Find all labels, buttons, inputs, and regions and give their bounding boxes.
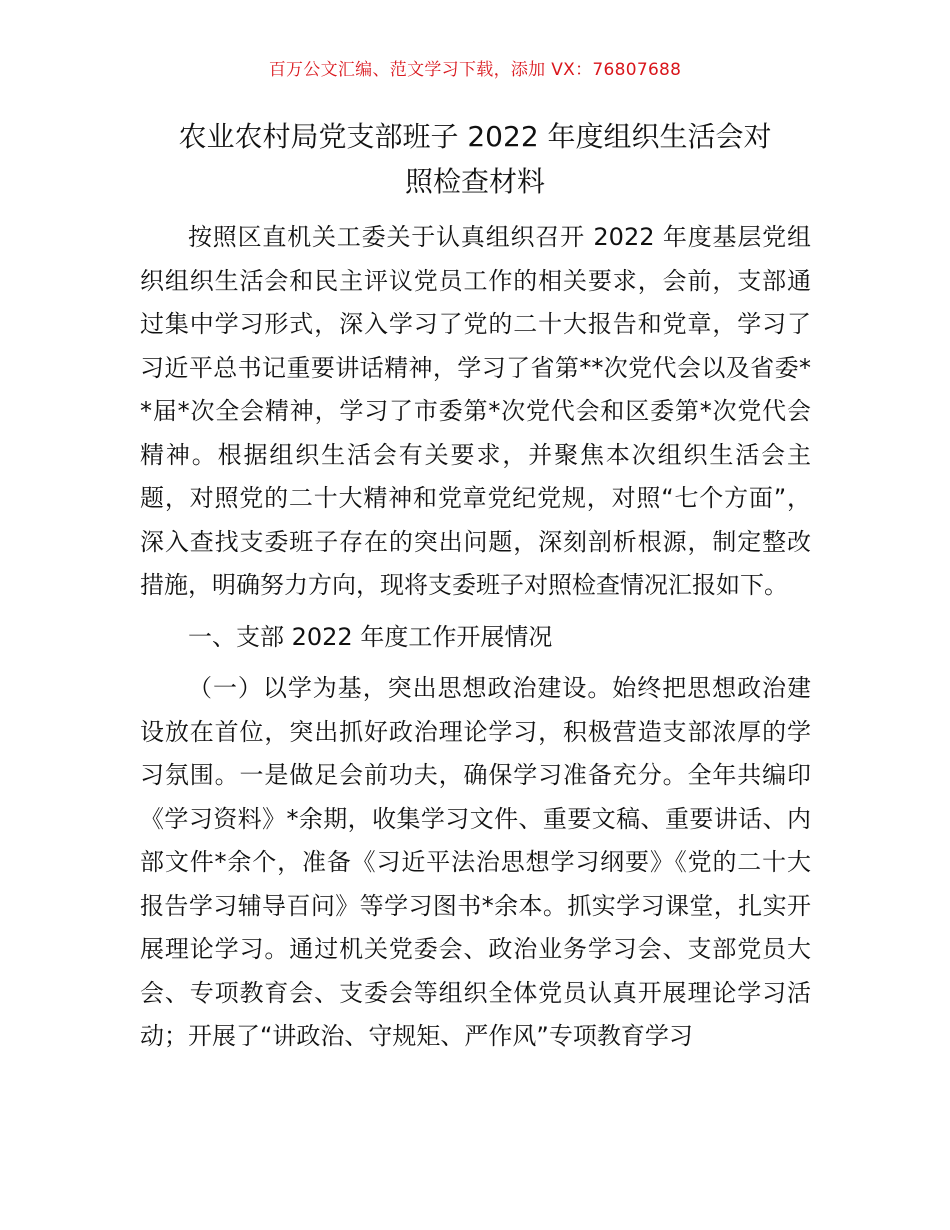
header-watermark-note: 百万公文汇编、范文学习下载，添加 VX：76807688 — [268, 60, 682, 80]
document-title-line1: 农业农村局党支部班子 2022 年度组织生活会对 — [178, 120, 772, 153]
document-body — [140, 216, 811, 1059]
intro-paragraph: 按照区直机关工委关于认真组织召开 2022 年度基层党组织组织生活会和民主评议党员工作的相关要求，会前，支部通过集中学习形式，深入学习了党的二十大报告和党章，学习了习近平总书记重要讲话精神，学习了省第**次党代会以及省委**届*次全会精神，学习了市委第*次党代会和区委第*次党代会精神。根据组织生活会有关要求，并聚焦本次组织生活会主题，对照党的二十大精神和党章党纪党规，对照“七个方面”，深入查找支委班子存在的突出问题，深刻剖析根源，制定整改措施，明确努力方向，现将支委班子对照检查情况汇报如下。 — [140, 223, 811, 599]
document-title — [140, 114, 810, 204]
section-heading: 一、支部 2022 年度工作开展情况 — [188, 622, 553, 651]
document-title-line2: 照检查材料 — [404, 165, 545, 198]
section-paragraph: （一）以学为基，突出思想政治建设。始终把思想政治建设放在首位，突出抓好政治理论学习，积极营造支部浓厚的学习氛围。一是做足会前功夫，确保学习准备充分。全年共编印《学习资料》*余期，收集学习文件、重要文稿、重要讲话、内部文件*余个，准备《习近平法治思想学习纲要》《党的二十大报告学习辅导百问》等学习图书*余本。抓实学习课堂，扎实开展理论学习。通过机关党委会、政治业务学习会、支部党员大会、专项教育会、支委会等组织全体党员认真开展理论学习活动；开展了“讲政治、守规矩、严作风”专项教育学习 — [140, 674, 811, 1050]
